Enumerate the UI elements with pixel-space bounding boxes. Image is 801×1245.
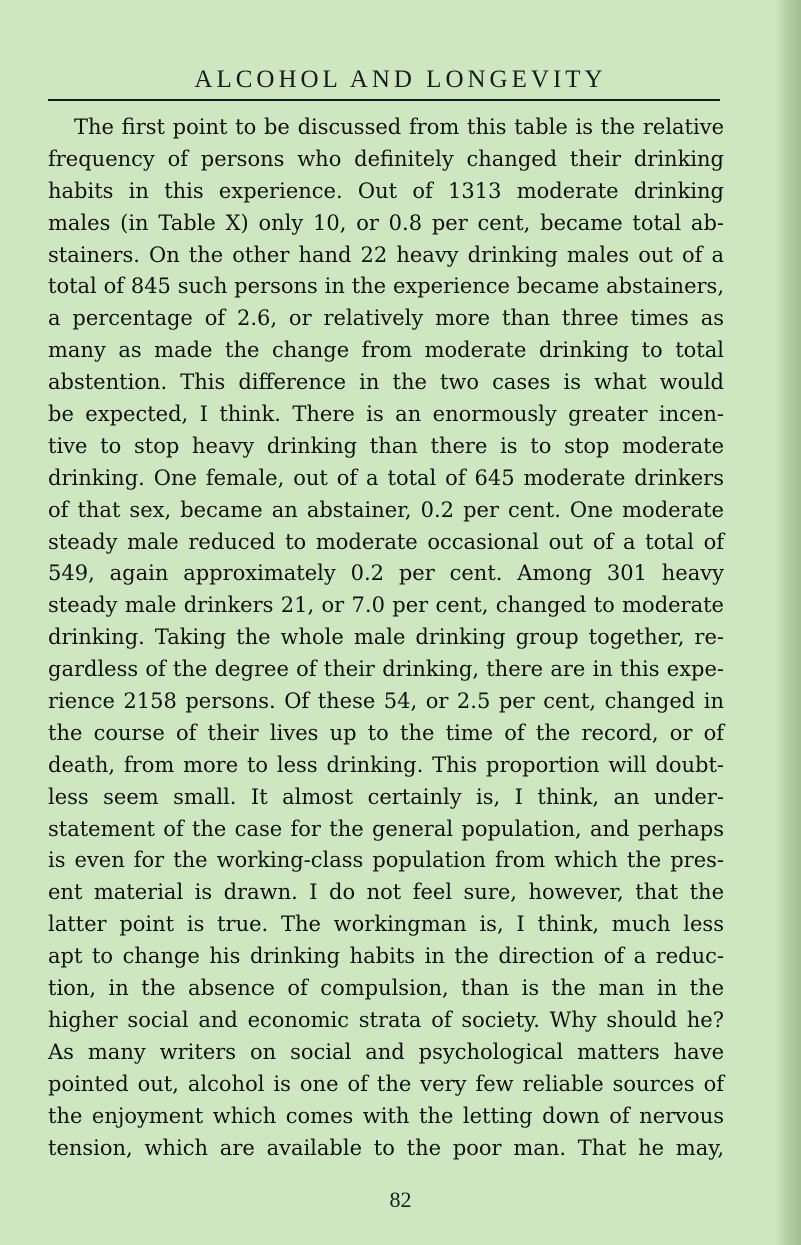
text-line: steady male drinkers 21, or 7.0 per cent, changed to moderate xyxy=(48,593,724,618)
text-line: less seem small. It almost certainly is, I think, an under- xyxy=(48,784,724,809)
text-line: males (in Table X) only 10, or 0.8 per cent, became total ab- xyxy=(48,210,724,235)
running-head: ALCOHOL AND LONGEVITY xyxy=(194,66,607,93)
text-line: apt to change his drinking habits in the direction of a reduc- xyxy=(48,944,724,969)
text-line: stainers. On the other hand 22 heavy drinking males out of a xyxy=(48,242,724,267)
text-line: abstention. This difference in the two cases is what would xyxy=(48,370,724,395)
text-line: statement of the case for the general population, and perhaps xyxy=(48,816,724,841)
text-line: latter point is true. The workingman is, I think, much less xyxy=(48,912,724,937)
text-line: higher social and economic strata of society. Why should he? xyxy=(48,1007,724,1032)
text-line: total of 845 such persons in the experience became abstainers, xyxy=(48,274,724,299)
text-line: steady male reduced to moderate occasional out of a total of xyxy=(48,529,724,554)
header-rule xyxy=(48,99,720,101)
text-line: a percentage of 2.6, or relatively more than three times as xyxy=(48,306,724,331)
text-line: tive to stop heavy drinking than there is to stop moderate xyxy=(48,433,724,458)
text-line: habits in this experience. Out of 1313 moderate drinking xyxy=(48,178,724,203)
text-line: rience 2158 persons. Of these 54, or 2.5 per cent, changed in xyxy=(48,689,724,714)
text-line: ent material is drawn. I do not feel sure, however, that the xyxy=(48,880,724,905)
text-line: frequency of persons who definitely changed their drinking xyxy=(48,146,724,171)
text-line: tension, which are available to the poor man. That he may, xyxy=(48,1135,724,1160)
text-line: is even for the working-class population from which the pres- xyxy=(48,848,724,873)
text-line: the course of their lives up to the time of the record, or of xyxy=(48,720,724,745)
text-line: As many writers on social and psychological matters have xyxy=(48,1039,724,1064)
text-line: of that sex, became an abstainer, 0.2 per cent. One moderate xyxy=(48,497,724,522)
text-line: tion, in the absence of compulsion, than is the man in the xyxy=(48,976,724,1001)
text-line: drinking. One female, out of a total of 645 moderate drinkers xyxy=(48,465,724,490)
text-line: gardless of the degree of their drinking, there are in this expe- xyxy=(48,657,724,682)
text-line: pointed out, alcohol is one of the very few reliable sources of xyxy=(48,1071,724,1096)
text-line: be expected, I think. There is an enormously greater incen- xyxy=(48,402,724,427)
text-line: the enjoyment which comes with the letting down of nervous xyxy=(48,1103,724,1128)
text-line: many as made the change from moderate drinking to total xyxy=(48,338,724,363)
text-line: 549, again approximately 0.2 per cent. Among 301 heavy xyxy=(48,561,724,586)
text-line: The first point to be discussed from this table is the relative xyxy=(74,115,724,139)
page-number: 82 xyxy=(389,1187,412,1212)
body-paragraph xyxy=(48,112,724,1164)
page-edge-shadow xyxy=(775,0,801,1245)
text-line: drinking. Taking the whole male drinking group together, re- xyxy=(48,625,724,650)
text-line: death, from more to less drinking. This proportion will doubt- xyxy=(48,752,724,777)
